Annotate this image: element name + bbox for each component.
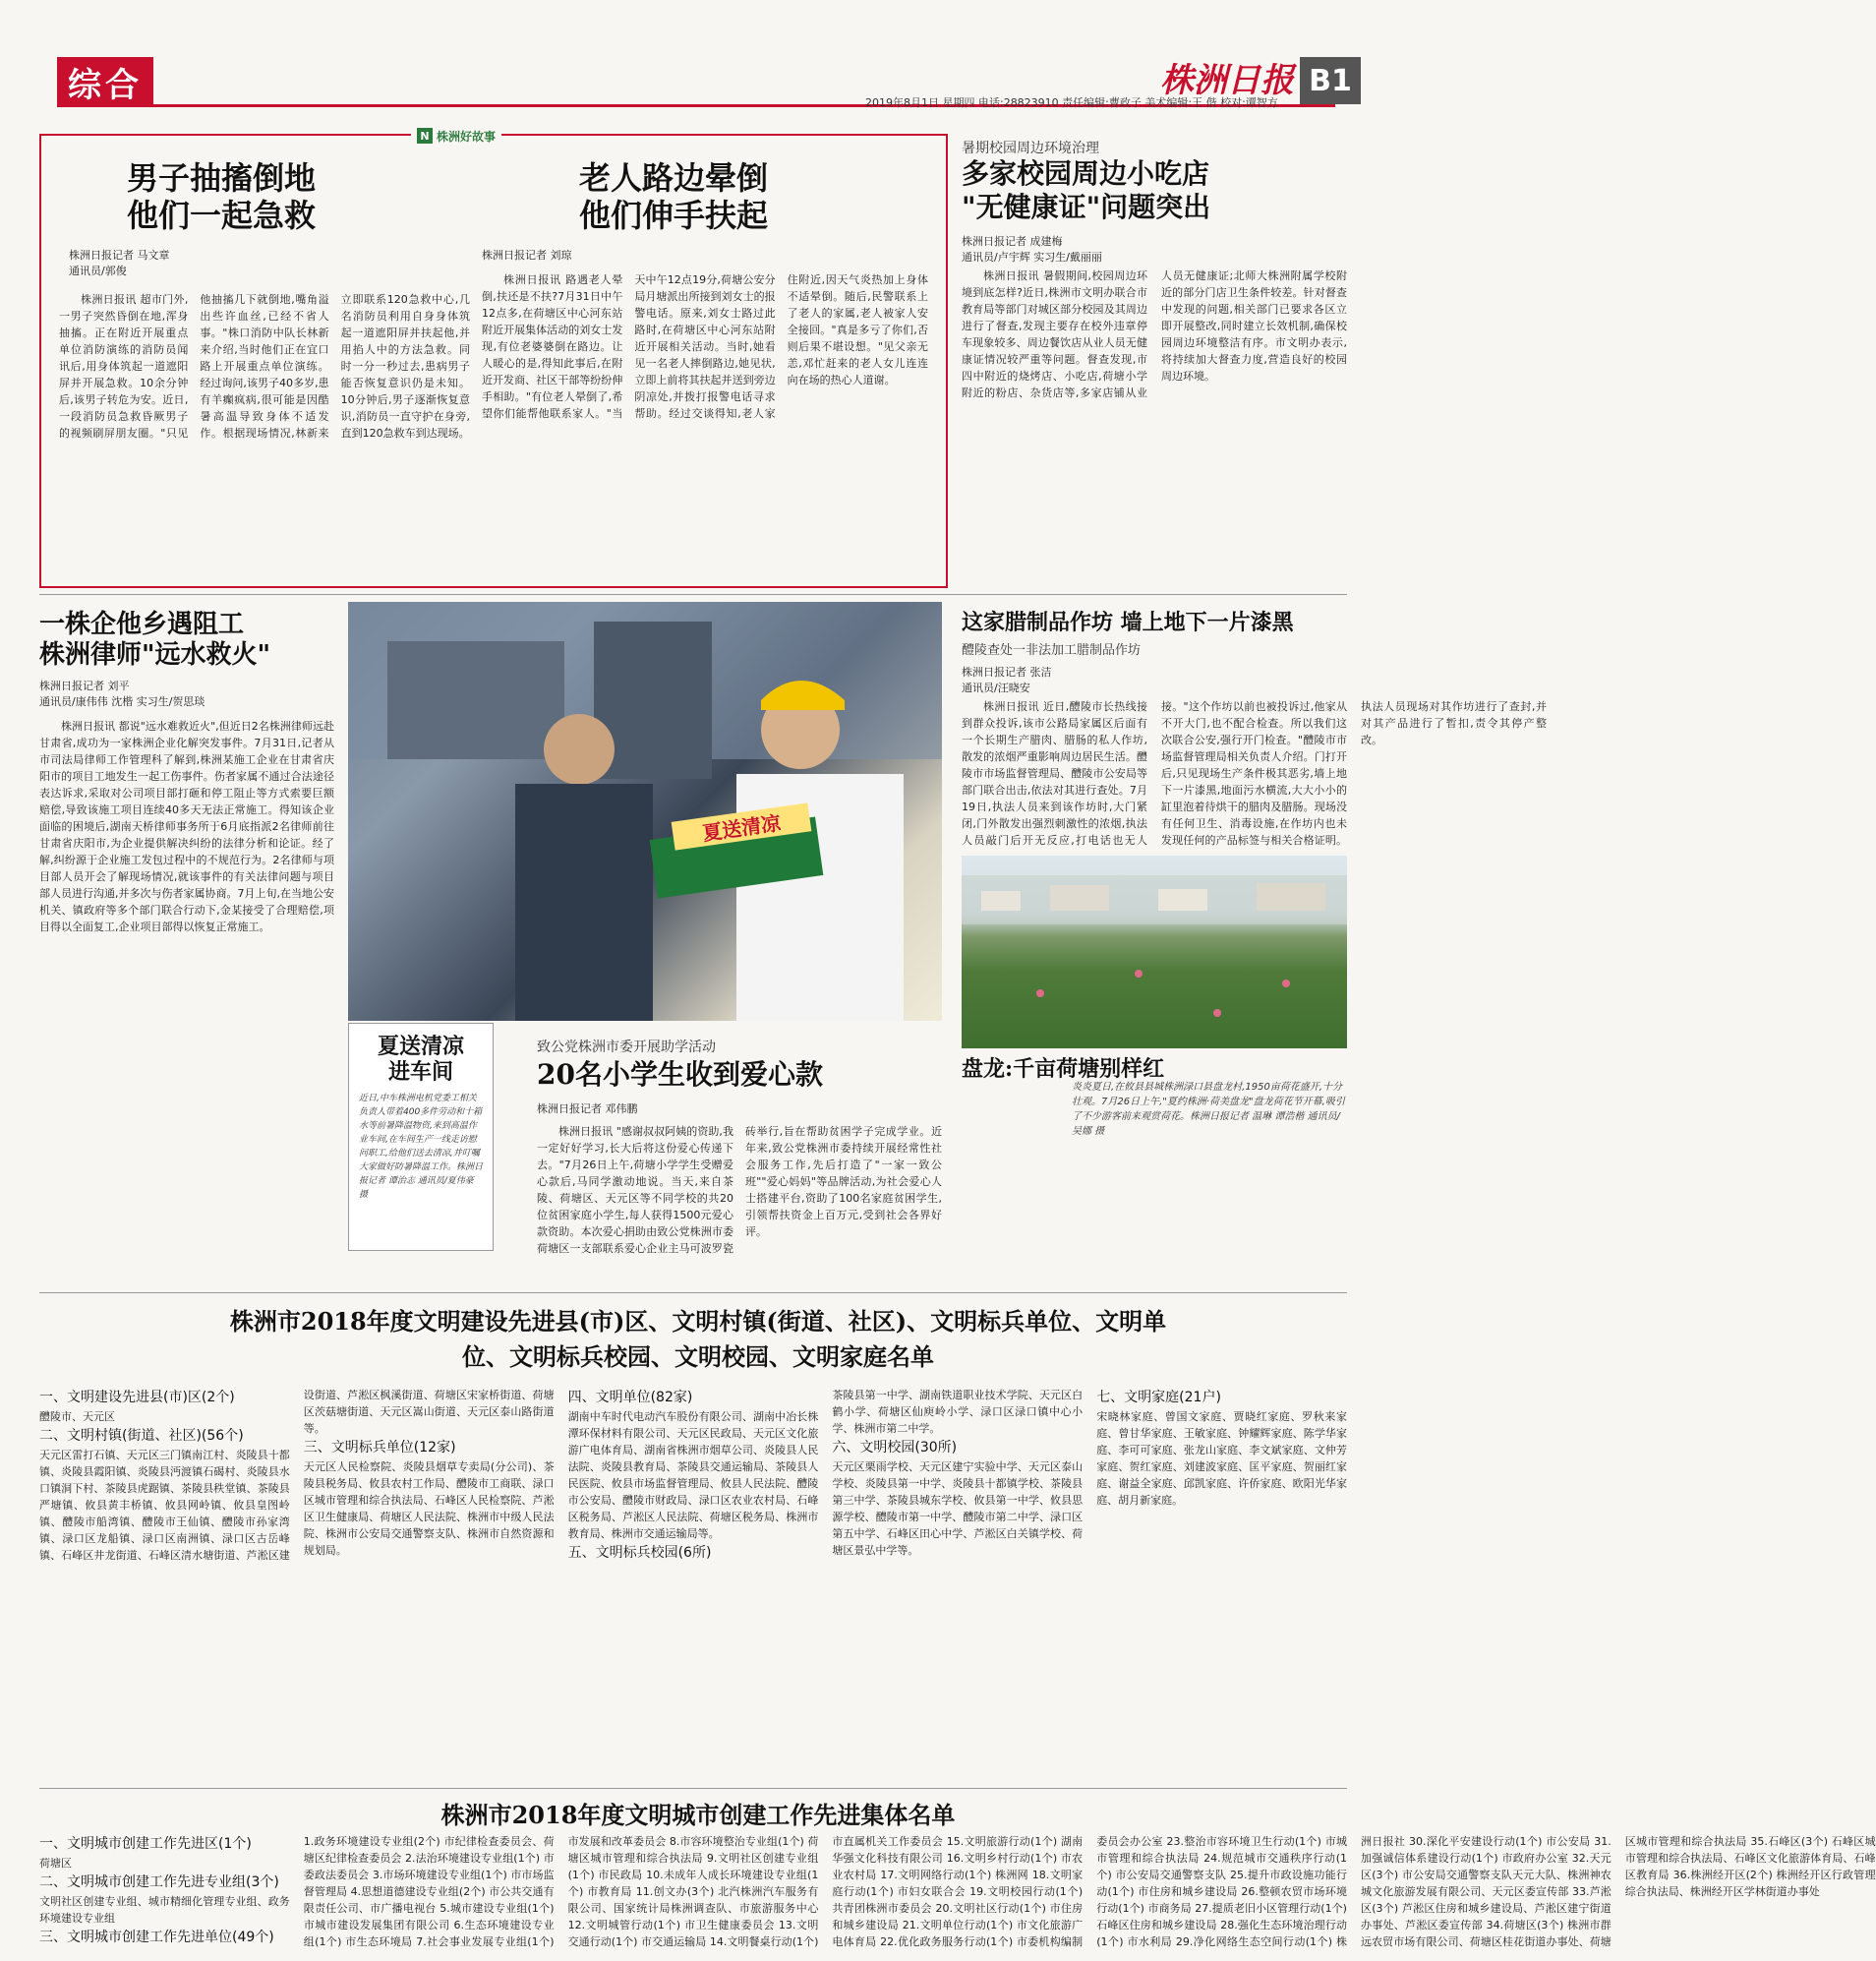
story-right-headline: 老人路边晕倒 他们伸手扶起 (578, 159, 768, 235)
city-section-head: 二、文明城市创建工作先进专业组(3个) (39, 1874, 279, 1890)
bacon-headline: 这家腊制品作坊 墙上地下一片漆黑 (962, 610, 1294, 635)
civil-section-body: 宋晓林家庭、曾国文家庭、贾晓红家庭、罗秋来家庭、曾甘华家庭、王敏家庭、钟耀辉家庭、陈学华家庭、李可可家庭、张龙山家庭、李文斌家庭、文仲芳家庭、贺红家庭、刘建波家庭、匡平家庭、贺丽红家庭、谢益全家庭、邱凯家庭、许侨家庭、欧阳光华家庭、胡月新家庭。 (1096, 1410, 1347, 1507)
civil-section-head: 四、文明单位(82家) (567, 1390, 693, 1405)
civil-section-head: 七、文明家庭(21户) (1096, 1390, 1221, 1405)
city-list-body (39, 1833, 1876, 1955)
bacon-subhead: 醴陵查处一非法加工腊制品作坊 (962, 643, 1142, 658)
summer-cool-title: 夏送清凉 进车间 (377, 1034, 464, 1086)
civil-section-head: 六、文明校园(30所) (832, 1440, 958, 1456)
story-left-byline: 株洲日报记者 马文章 通讯员/郭俊 (69, 249, 170, 277)
city-section-head: 一、文明城市创建工作先进区(1个) (39, 1836, 252, 1852)
good-story-tag-label: 株洲好故事 (437, 129, 497, 144)
story-left-headline: 男子抽搐倒地 他们一起急救 (126, 159, 316, 235)
good-story-tag (411, 126, 501, 146)
row-divider-2 (39, 1292, 1347, 1293)
bacon-byline: 株洲日报记者 张洁 通讯员/汪晓安 (962, 666, 1052, 694)
civil-section-body: 茶陵县第一中学、湖南铁道职业技术学院、天元区白鹤小学、荷塘区仙庾岭小学、渌口区渌口镇中心小学、株洲市第二中学。 (832, 1389, 1084, 1435)
civil-section-head: 二、文明村镇(街道、社区)(56个) (39, 1428, 244, 1444)
lotus-title: 盘龙:千亩荷塘别样红 (962, 1056, 1165, 1082)
workers-photo-illustration (348, 602, 942, 1021)
city-section-head: 三、文明城市创建工作先进单位(49个) (39, 1930, 274, 1945)
masthead-logo: 株洲日报 (1160, 61, 1294, 100)
city-section-body: 文明社区创建专业组、城市精细化管理专业组、政务环境建设专业组 (39, 1895, 290, 1925)
dateline: 2019年8月1日 星期四 电话:28823910 责任编辑:曹政子 美术编辑:王 偕 校对:谭智方 (865, 96, 1278, 109)
city-section-body: 1.政务环境建设专业组(2个) 市纪律检查委员会、荷塘区纪律检查委员会 2.法治环境建设专业组(1个) 市委政法委员会 3.市场环境建设专业组(1个) 市市场监督管理局 4.思想道德建设专业组(2个) 市公共交通有限责任公司、市广播电视台 5.城市建设专业组(1个) 市城市建设发展集团有限公司 6.生态环境建设专业组(1个) 市生态环境局 7.社会事业发展专业组(1个) 市发展和改革委员会 8.市容环境整治专业组(1个) 荷塘区城市管理和综合执法局 9.文明社区创建专业组(1个) 市民政局 10.未成年人成长环境建设专业组(1个) 市教育局 11.创文办(3个) 北汽株洲汽车服务有限公司、国家统计局株洲调查队、市旅游服务中心 12.文明城管行动(1个) 市卫生健康委员会 13.文明交通行动(1个) 市交通运输局 14.文明餐桌行动(1个) 市直属机关工作委员会 15.文明旅游行动(1个) 湖南华强文化科技有限公司 16.文明乡村行动(1个) 市农业农村局 17.文明网络行动(1个) 株洲网 18.文明家庭行动(1个) 市妇女联合会 19.文明校园行动(1个) 共青团株洲市委员会 20.文明社区行动(1个) 市住房和城乡建设局 21.文明单位行动(1个) 市文化旅游广电体育局 22.优化政务服务行动(1个) 市委机构编制委员会办公室 23.整治市容环境卫生行动(1个) 市城市管理和综合执法局 24.规范城市交通秩序行动(1个) 市公安局交通警察支队 25.提升市政设施功能行动(1个) 市住房和城乡建设局 26.整顿农贸市场环境行动(1个) 市商务局 27.提质老旧小区管理行动(1个) 石峰区住房和城乡建设局 28.强化生态环境治理行动(1个) 市水利局 29.净化网络生态空间行动(1个) 株洲日报社 30.深化平安建设行动(1个) 市公安局 31.加强诚信体系建设行动(1个) 市政府办公室 32.天元区(3个) 市公安局交通警察支队天元大队、株洲神农城文化旅游发展有限公司、天元区委宣传部 33.芦淞区(3个) 芦淞区住房和城乡建设局、芦淞区建宁街道办事处、芦淞区委宣传部 34.荷塘区(3个) 株洲市群远农贸市场有限公司、荷塘区桂花街道办事处、荷塘区城市管理和综合执法局 35.石峰区(3个) 石峰区城市管理和综合执法局、石峰区文化旅游体育局、石峰区教育局 36.株洲经开区(2个) 株洲经开区行政管理综合执法局、株洲经开区学林街道办事处 (303, 1835, 1876, 1948)
page-number: B1 (1300, 57, 1361, 104)
civil-section (1096, 1387, 1347, 1509)
campus-text: 株洲日报讯 暑假期间,校园周边环境到底怎样?近日,株洲市文明办联合市教育局等部门对城区部分校园及其周边进行了督查,发现主要存在校外违章停车现象较多、周边餐饮店从业人员无健康证情况较严重等问题。督查发现,市四中附近的烧烤店、小吃店,荷塘小学附近的粉店、杂货店等,多家店铺从业人员无健康证;北师大株洲附属学校附近的部分门店卫生条件较差。针对督查中发现的问题,相关部门已要求各区立即开展整改,同时建立长效机制,确保校园周边环境整洁有序。市文明办表示,将持续加大督查力度,营造良好的校园周边环境。 (962, 269, 1347, 399)
story-left-text: 株洲日报讯 超市门外,一男子突然昏倒在地,浑身抽搐。正在附近开展重点单位消防演练的消防员闻讯后,用身体筑起一道遮阳屏并开展急救。10余分钟后,该男子转危为安。近日,一段消防员急救昏厥男子的视频刷屏朋友圈。"只见他抽搐几下就倒地,嘴角溢出些许血丝,已经不省人事。"株口消防中队长林新来介绍,当时他们正在宜口路上开展重点单位演练。经过询问,该男子40多岁,患有羊癫疯病,很可能是因酷暑高温导致身体不适发作。根据现场情况,林新来立即联系120急救中心,几名消防员利用自身身体筑起一道遮阳屏并扶起他,并用掐人中的方法急救。同时一分一秒过去,患病男子能否恢复意识仍是未知。10分钟后,男子逐渐恢复意识,消防员一直守护在身旁,直到120急救车到达现场。 (59, 293, 470, 440)
civil-list-body (39, 1387, 1347, 1780)
story-right-byline: 株洲日报记者 刘琼 (482, 249, 572, 262)
lawyer-byline: 株洲日报记者 刘平 通讯员/康伟伟 沈楷 实习生/贺思琰 (39, 680, 205, 708)
civil-section-head: 五、文明标兵校园(6所) (567, 1545, 712, 1561)
bacon-text: 株洲日报讯 近日,醴陵市长热线接到群众投诉,该市公路局家属区后面有一个长期生产腊肉、腊肠的私人作坊,散发的浓烟严重影响周边居民生活。醴陵市市场监督管理局、醴陵市公安局等部门联合出击,依法对其进行查处。7月19日,执法人员来到该作坊时,大门紧闭,门外散发出强烈刺激性的浓烟,执法人员敲门后开无反应,打电话也无人接。"这个作坊以前也被投诉过,他家从不开大门,也不配合检查。所以我们这次联合公安,强行开门检查。"醴陵市市场监督管理局相关负责人介绍。门打开后,只见现场生产条件极其恶劣,墙上地下一片漆黑,地面污水横流,大大小小的缸里泡着待烘干的腊肉及腊肠。现场没有任何卫生、消毒设施,在作坊内也未发现任何的产品标签与相关合格证明。执法人员现场对其作坊进行了查封,并对其产品进行了暂扣,责令其停产整改。 (962, 700, 1547, 847)
gift-box-label: 夏送清凉 (672, 802, 812, 850)
lotus-caption: 炎炎夏日,在攸县县城株洲渌口县盘龙村,1950亩荷花盛开,十分壮观。7月26日上午,"夏约株洲·荷美盘龙"盘龙荷花节开幕,吸引了不少游客前来观赏荷花。株洲日报记者 温琳 谭浩楷 通讯员/吴娜 摄 (1072, 1082, 1345, 1137)
worker-body (515, 784, 653, 1021)
news-tag-icon: N (417, 128, 433, 144)
civil-list-title: 株洲市2018年度文明建设先进县(市)区、文明村镇(街道、社区)、文明标兵单位、文明单位、文明标兵校园、文明校园、文明家庭名单 (229, 1307, 1167, 1371)
campus-byline: 株洲日报记者 成建梅 通讯员/卢宇辉 实习生/戴丽丽 (962, 235, 1102, 264)
charity-headline: 20名小学生收到爱心款 (537, 1058, 823, 1091)
civil-section-body: 天元区雷打石镇、天元区三门镇南江村、炎陵县十都镇、炎陵县霞阳镇、炎陵县沔渡镇石碣村、炎陵县水口镇洞下村、茶陵县虎踞镇、茶陵县秩堂镇、茶陵县严塘镇、攸县黄丰桥镇、攸县网岭镇、攸县皇图岭镇、醴陵市船湾镇、醴陵市王仙镇、醴陵市孙家湾镇、渌口区龙船镇、渌口区南洲镇、渌口区古岳峰镇、石峰区井龙街道、石峰区清水塘街道、芦淞区建设街道、芦淞区枫溪街道、荷塘区宋家桥街道、荷塘区茨菇塘街道、天元区嵩山街道、天元区泰山路街道等。 (39, 1389, 555, 1562)
city-section (39, 1833, 1876, 1955)
charity-text: 株洲日报讯 "感谢叔叔阿姨的资助,我一定好好学习,长大后将这份爱心传递下去。"7月26日上午,荷塘小学学生受赠爱心款后,马同学激动地说。当天,来自茶陵、荷塘区、天元区等不同学校的共20位贫困家庭小学生,每人获得1500元爱心款资助。本次爱心捐助由致公党株洲市委荷塘区一支部联系爱心企业主马可波罗瓷砖举行,旨在帮助贫困学子完成学业。近年来,致公党株洲市委持续开展经常性社会服务工作,先后打造了"一家一致公班""爱心妈妈"等品牌活动,为社会爱心人士搭建平台,资助了100名家庭贫困学生,引领帮扶资金上百万元,受到社会各界好评。 (537, 1125, 942, 1255)
campus-headline: 多家校园周边小吃店 "无健康证"问题突出 (962, 157, 1211, 223)
civil-section-body: 天元区栗雨学校、天元区建宁实验中学、天元区泰山学校、炎陵县第一中学、炎陵县十都镇学校、茶陵县第三中学、茶陵县城东学校、攸县第一中学、攸县思源学校、醴陵市第一中学、醴陵市第二中学、渌口区第五中学、石峰区田心中学、芦淞区白关镇学校、荷塘区景弘中学等。 (832, 1460, 1084, 1557)
story-right-text: 株洲日报讯 路遇老人晕倒,扶还是不扶?7月31日中午12点多,在荷塘区中心河东站附近开展集体活动的刘女士发现,有位老婆婆倒在路边。让人暖心的是,得知此事后,在附近开发商、社区干部等纷纷伸手相助。"有位老人晕倒了,希望你们能帮他联系家人。"当天中午12点19分,荷塘公安分局月塘派出所接到刘女士的报警电话。原来,刘女士路过此路时,在荷塘区中心河东站附近开展相关活动。当时,她看见一名老人摔倒路边,她见状,立即上前将其扶起并送到旁边阴凉处,并拨打报警电话寻求帮助。经过交谈得知,老人家住附近,因天气炎热加上身体不适晕倒。随后,民警联系上了老人的家属,老人被家人安全接回。"真是多亏了你们,否则后果不堪设想。"见父亲无恙,邓忙赶来的老人女儿连连向在场的热心人道谢。 (482, 273, 928, 420)
civil-section (832, 1437, 1083, 1559)
city-section (39, 1833, 290, 1872)
lotus-photo (962, 856, 1347, 1048)
row-divider (39, 594, 1347, 595)
summer-cool-caption: 近日,中车株洲电机党委工相关负责人带着400多件劳动和十箱水等前暑降温物资,来到高温作业车间,在车间生产一线走访慰问职工,给他们送去清凉,并叮嘱大家做好防暑降温工作。株洲日报记者 谭治志 通讯员/夏伟豪 摄 (359, 1093, 484, 1200)
summer-cool-box (348, 1023, 494, 1251)
civil-section-body: 湖南中车时代电动汽车股份有限公司、湖南中冶长株潭环保材料有限公司、天元区民政局、天元区文化旅游广电体育局、湖南省株洲市烟草公司、炎陵县人民法院、炎陵县教育局、茶陵县交通运输局、茶陵县人民医院、攸县市场监督管理局、攸县人民法院、醴陵市公安局、醴陵市财政局、渌口区农业农村局、石峰区税务局、芦淞区人民法院、荷塘区税务局、株洲市教育局、株洲市交通运输局等。 (567, 1410, 819, 1540)
main-photo (348, 602, 942, 1021)
civil-section-head: 一、文明建设先进县(市)区(2个) (39, 1390, 235, 1405)
civil-section-head: 三、文明标兵单位(12家) (303, 1440, 456, 1456)
campus-kicker: 暑期校园周边环境治理 (962, 141, 1099, 156)
row-divider-3 (39, 1788, 1347, 1789)
civil-section (39, 1387, 290, 1425)
charity-kicker: 致公党株洲市委开展助学活动 (537, 1040, 716, 1055)
section-tab: 综合 (57, 57, 153, 106)
lawyer-headline: 一株企他乡遇阻工 株洲律师"远水救火" (39, 610, 271, 671)
civil-section-body: 天元区人民检察院、炎陵县烟草专卖局(分公司)、茶陵县税务局、攸县农村工作局、醴陵市工商联、渌口区城市管理和综合执法局、石峰区人民检察院、芦淞区卫生健康局、荷塘区人民法院、株洲市中级人民法院、株洲市公安局交通警察支队、株洲市自然资源和规划局。 (303, 1460, 555, 1557)
city-list-title: 株洲市2018年度文明城市创建工作先进集体名单 (440, 1801, 956, 1829)
charity-byline: 株洲日报记者 邓伟鹏 (537, 1102, 638, 1115)
civil-section (568, 1387, 819, 1542)
worker-head (544, 714, 615, 785)
city-section-body: 荷塘区 (39, 1857, 72, 1870)
civil-section-body: 醴陵市、天元区 (39, 1410, 115, 1423)
lotus-pond-illustration (962, 856, 1347, 1048)
civil-section (304, 1437, 555, 1559)
city-section (39, 1872, 290, 1927)
lawyer-text: 株洲日报讯 都说"远水难救近火",但近日2名株洲律师远赴甘肃省,成功为一家株洲企业化解突发事件。7月31日,记者从市司法局律师工作管理科了解到,株洲某施工企业在甘肃省庆阳市的项目工地发生一起工伤事件。伤者家属不通过合法途径表达诉求,采取对公司项目部打砸和停工阻止等方式索要巨额赔偿,导致该施工项目连续40多天无法正常施工。得知该企业面临的困境后,湖南天桥律师事务所于6月底指派2名律师前往甘肃省庆阳市,为企业提供解决纠纷的法律分析和论证。经了解,纠纷源于企业施工发包过程中的不规范行为。2名律师与项目部人员开会了解现场情况,就该事件的有关法律问题与项目部人员进行沟通,并多次与伤者家属协商。7月上旬,在当地公安机关、镇政府等多个部门联合行动下,金某接受了合理赔偿,项目得以全面复工,企业项目部得以恢复正常施工。 (39, 720, 334, 933)
